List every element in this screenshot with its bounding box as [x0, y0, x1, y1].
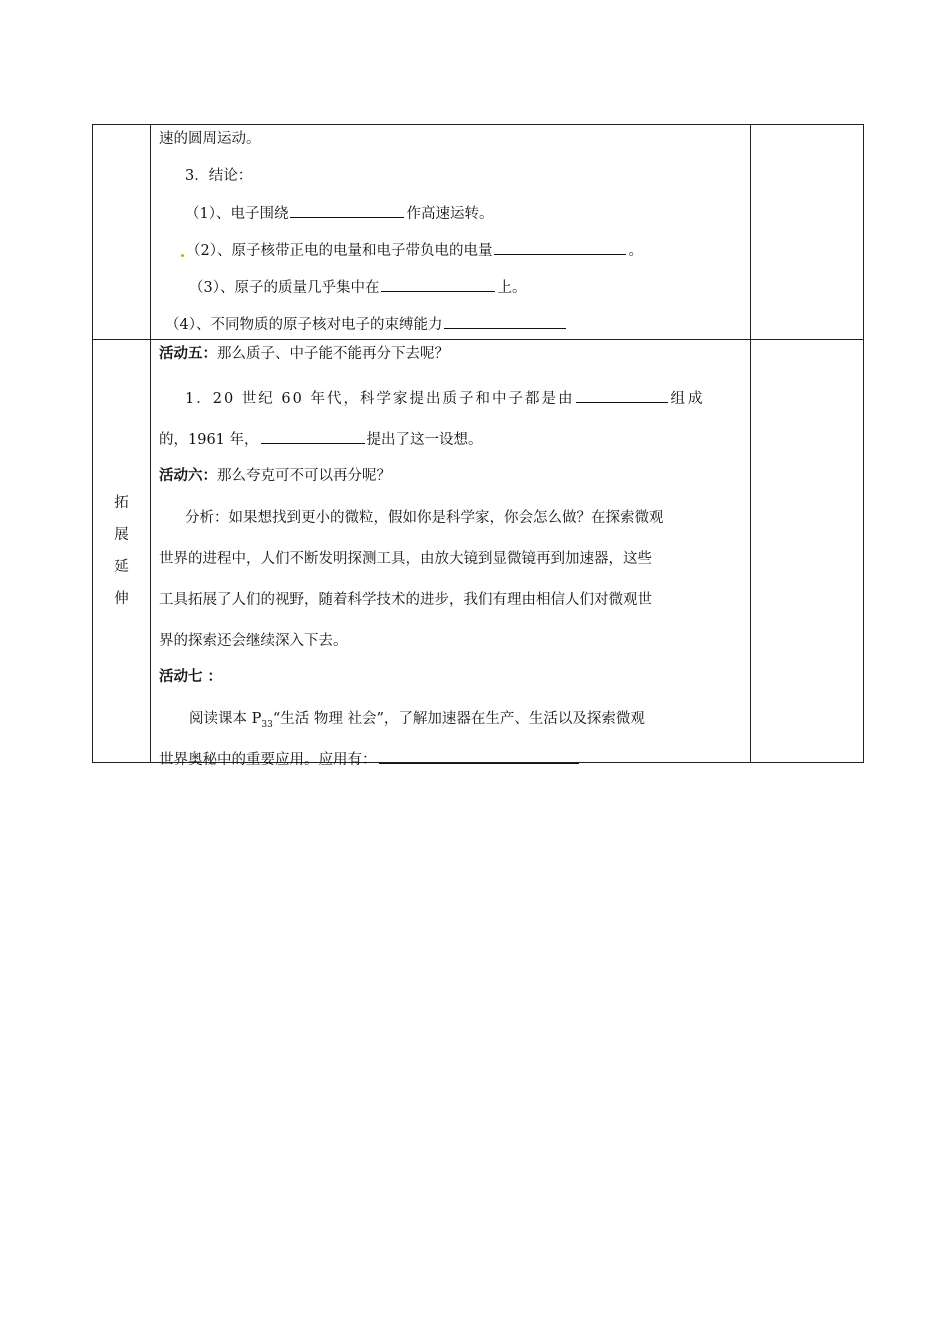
answer-blank[interactable] [379, 747, 579, 764]
content-cell-conclusion [151, 125, 751, 340]
table-row-extension [93, 340, 864, 763]
conclusion-item-3: （3）、原子的质量几乎集中在 上。 [159, 275, 744, 312]
content-cell-extension [151, 340, 751, 768]
answer-blank[interactable] [261, 427, 365, 444]
conclusion-item-2: （2）、原子核带正电的电量和电子带负电的电量 。 [159, 238, 744, 275]
reading-line-2: 世界奥秘中的重要应用。应用有： [159, 740, 744, 781]
answer-blank[interactable] [290, 201, 404, 218]
answer-blank[interactable] [381, 275, 495, 292]
worksheet-table [92, 124, 864, 768]
answer-blank[interactable] [444, 312, 566, 329]
table-row-conclusion [93, 125, 864, 340]
marker-dot-icon [181, 254, 184, 257]
side-label-extension: 拓 展 延 伸 [93, 340, 151, 763]
activity-7: 活动七 ： [159, 668, 223, 685]
conclusion-item-4: （4）、不同物质的原子核对电子的束缚能力 [159, 312, 744, 349]
answer-blank[interactable] [576, 386, 668, 403]
activity-6: 活动六：那么夸克可不可以再分呢？ [159, 467, 391, 484]
conclusion-item-1: （1）、电子围绕 作高速运转。 [159, 201, 744, 238]
notes-cell [751, 340, 864, 763]
reading-line-1: 阅读课本 $P_{33}“$生活 物理 社会”，了解加速器在生产、生活以及探索微观 [189, 711, 645, 730]
answer-blank[interactable] [494, 238, 626, 255]
notes-cell [751, 125, 864, 340]
question-1-line-1: 1．20 世纪 60 年代，科学家提出质子和中子都是由 组成 [159, 379, 744, 420]
worksheet [92, 124, 863, 768]
continued-text: 速的圆周运动。 [159, 131, 261, 147]
analysis-paragraph: 分析：如果想找到更小的微粒，假如你是科学家，你会怎么做？在探索微观 世界的进程中，人们不断发明探测工具，由放大镜到显微镜再到加速器，这些 工具拓展了人们的视野，随着科学技术的进步，我们有理由相信人们对微观世 界的探索还会继续深入下去。 [159, 510, 664, 649]
activity-5: 活动五：那么质子、中子能不能再分下去呢？ [159, 345, 449, 362]
question-1-line-2: 的，1961 年， 提出了这一设想。 [159, 420, 744, 461]
side-label-cell-empty [93, 125, 151, 340]
conclusion-title: 3．结论： [185, 168, 253, 184]
